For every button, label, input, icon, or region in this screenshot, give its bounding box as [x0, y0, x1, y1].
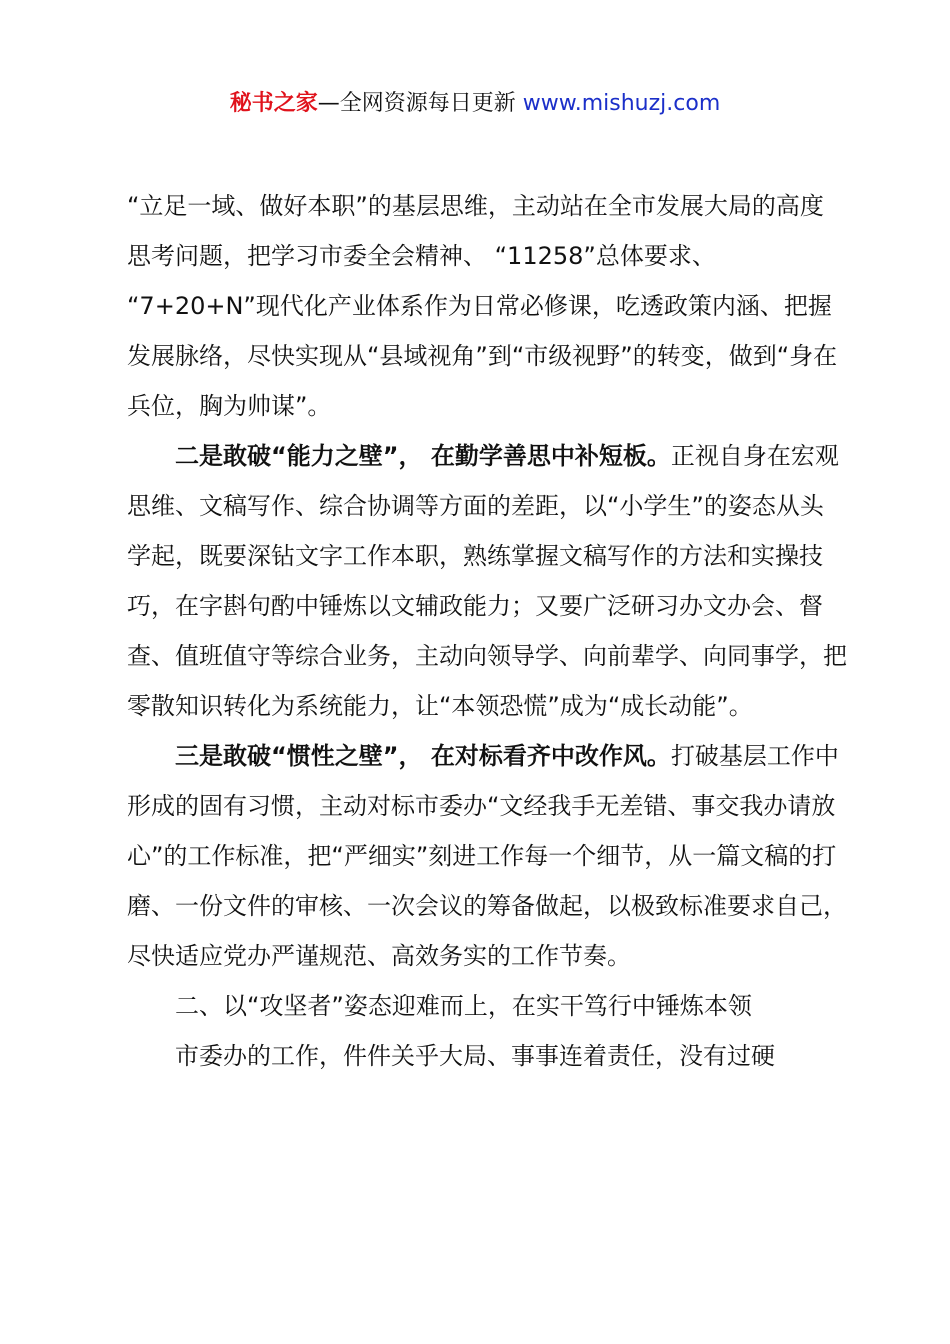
paragraph-lead: 三是敢破“惯性之壁”， 在对标看齐中改作风。	[175, 742, 671, 770]
paragraph-ability	[127, 431, 847, 731]
section-heading	[127, 981, 847, 1031]
paragraph-inertia	[127, 731, 847, 981]
paragraph-lead: 二是敢破“能力之壁”， 在勤学善思中补短板。	[175, 442, 671, 470]
paragraph-text: 二、以“攻坚者”姿态迎难而上，在实干笃行中锤炼本领	[175, 992, 752, 1020]
site-brand: 秘书之家	[229, 91, 318, 116]
site-header	[0, 88, 950, 120]
paragraph-continued	[127, 181, 847, 431]
site-url-link[interactable]: www.mishuzj.com	[522, 91, 721, 116]
document-body	[127, 181, 847, 1081]
paragraph-text: “立足一域、做好本职”的基层思维，主动站在全市发展大局的高度思考问题，把学习市委全会精神、 “11258”总体要求、 “7+20+N”现代化产业体系作为日常必修课，吃透政策内涵、把握发展脉络，尽快实现从“县域视角”到“市级视野”的转变，做到“身在兵位，胸为帅谋”。	[127, 192, 838, 420]
paragraph-text: 打破基层工作中形成的固有习惯，主动对标市委办“文经我手无差错、事交我办请放心”的工作标准，把“严细实”刻进工作每一个细节，从一篇文稿的打磨、一份文件的审核、一次会议的筹备做起，以极致标准要求自己，尽快适应党办严谨规范、高效务实的工作节奏。	[127, 742, 847, 970]
paragraph-start	[127, 1031, 847, 1081]
site-tagline: —全网资源每日更新	[317, 91, 523, 116]
paragraph-text: 正视自身在宏观思维、文稿写作、综合协调等方面的差距，以“小学生”的姿态从头学起，既要深钻文字工作本职，熟练掌握文稿写作的方法和实操技巧，在字斟句酌中锤炼以文辅政能力；又要广泛研习办文办会、督查、值班值守等综合业务，主动向领导学、向前辈学、向同事学，把零散知识转化为系统能力，让“本领恐慌”成为“成长动能”。	[127, 442, 847, 720]
paragraph-text: 市委办的工作，件件关乎大局、事事连着责任，没有过硬	[175, 1042, 775, 1070]
